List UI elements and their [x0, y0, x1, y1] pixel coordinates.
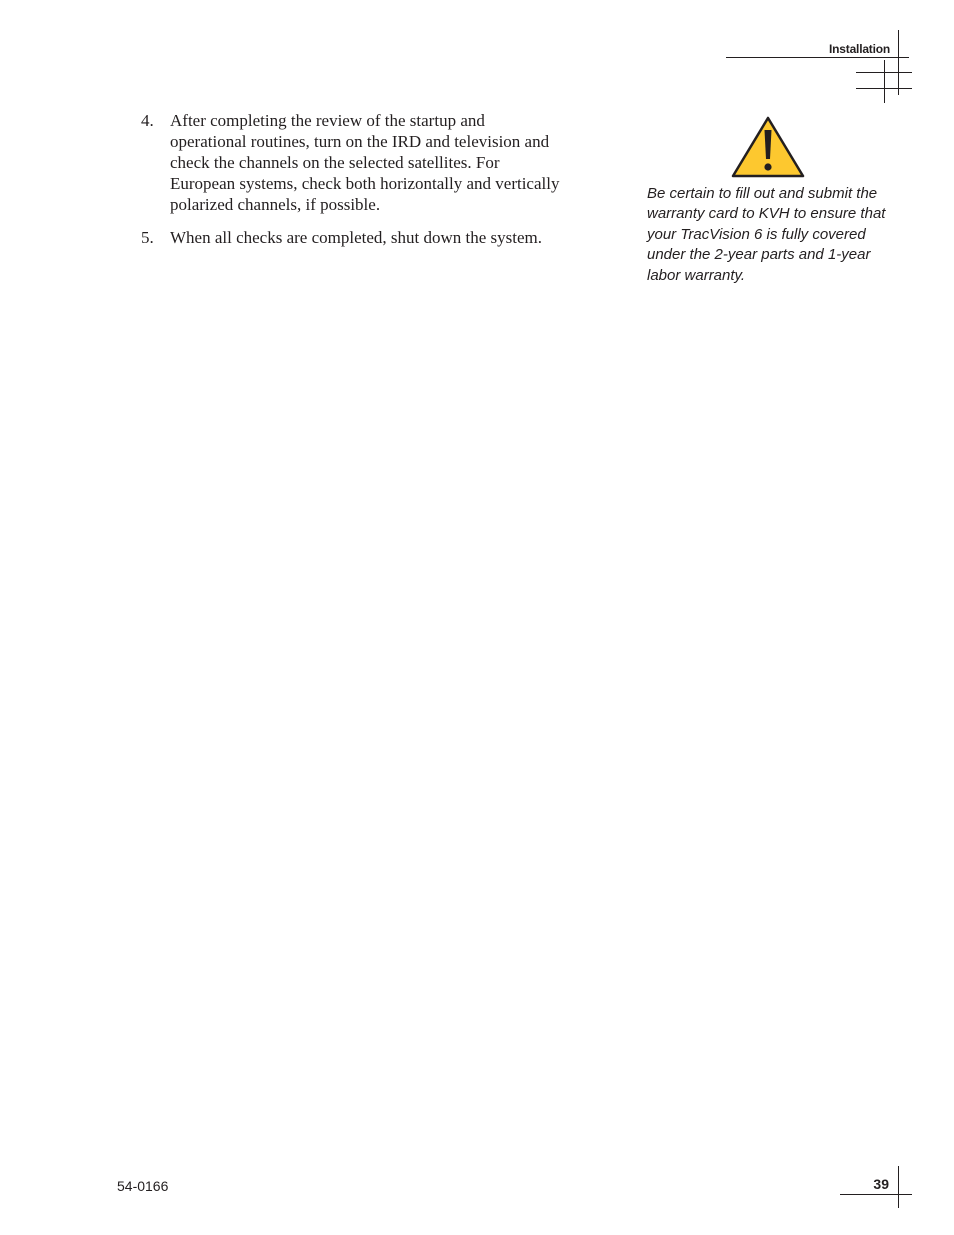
step-text: After completing the review of the startup and operational routines, turn on the IRD and television and check the channels on the selected satellites. For European systems, check both horizontally and vertically polarized channels, if possible.	[170, 111, 560, 214]
warning-exclamation-dot	[764, 163, 771, 170]
crop-mark-horizontal-low	[856, 88, 912, 89]
footer-crop-mark-vertical	[898, 1166, 899, 1208]
warning-triangle-icon	[731, 116, 805, 178]
list-item	[141, 110, 561, 215]
document-number: 54-0166	[117, 1178, 169, 1194]
crop-mark-vertical	[898, 30, 899, 95]
procedure-steps	[141, 110, 561, 260]
footer-rule	[840, 1194, 912, 1195]
crop-mark-vertical-short	[884, 60, 885, 103]
header-rule	[726, 57, 909, 58]
section-title: Installation	[829, 42, 890, 56]
step-number: 4.	[141, 111, 154, 130]
warranty-note: Be certain to fill out and submit the warranty card to KVH to ensure that your TracVision 6 is fully covered under the 2-year parts and 1-year labor warranty.	[647, 185, 886, 284]
step-number: 5.	[141, 228, 154, 247]
page-number: 39	[873, 1176, 889, 1192]
step-text: When all checks are completed, shut down the system.	[170, 228, 542, 247]
list-item	[141, 227, 561, 248]
